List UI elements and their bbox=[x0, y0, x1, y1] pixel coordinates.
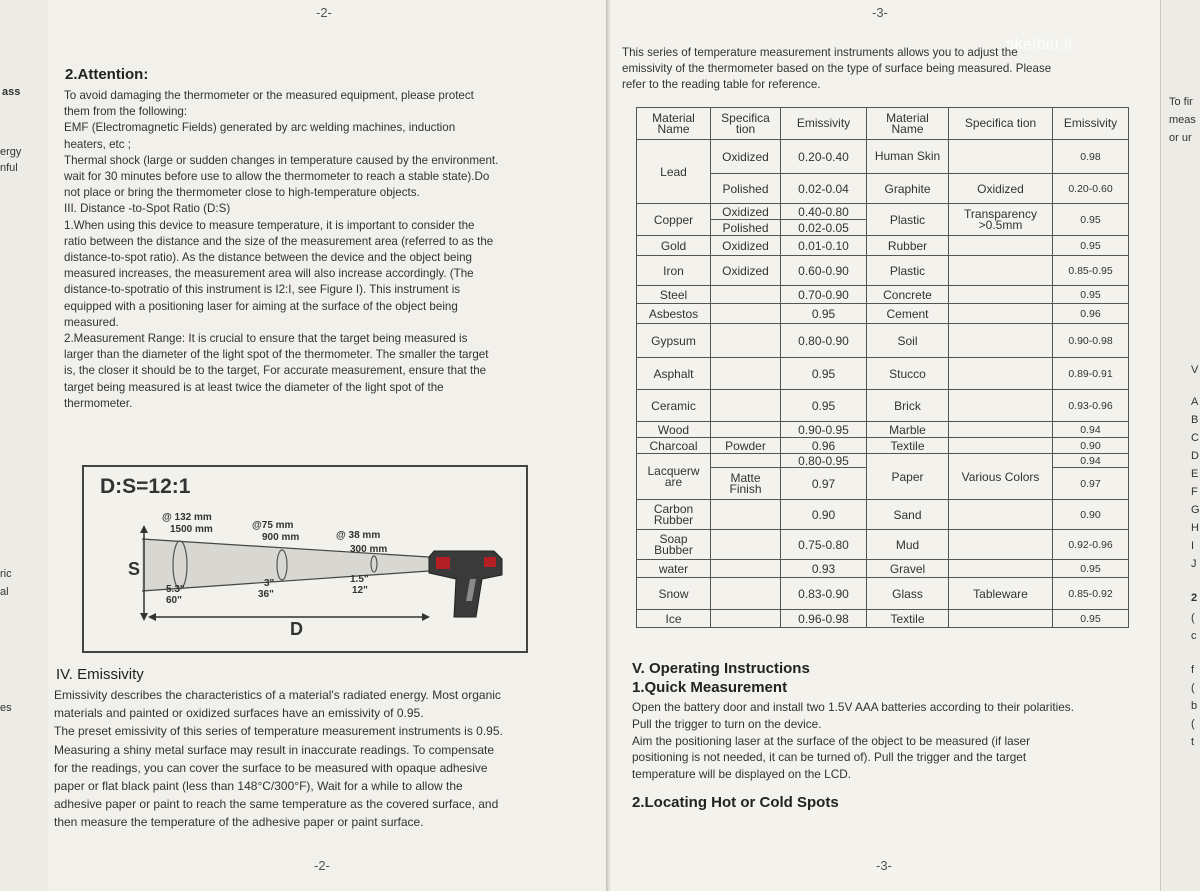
table-cell: Textile bbox=[867, 438, 949, 454]
text-line: Pull the trigger to turn on the device. bbox=[632, 716, 822, 731]
edge-word: al bbox=[0, 586, 9, 598]
table-cell: 0.98 bbox=[1053, 140, 1129, 174]
table-cell: Paper bbox=[867, 454, 949, 500]
ds-diagram bbox=[84, 467, 526, 651]
text-line: equipped with a positioning laser for aiming at the surface of the object being bbox=[64, 299, 458, 313]
table-cell: Polished bbox=[711, 174, 781, 204]
edge-word: 2 bbox=[1191, 592, 1198, 604]
table-cell: Various Colors bbox=[949, 454, 1053, 500]
table-cell: 0.97 bbox=[1053, 468, 1129, 500]
text-line: them from the following: bbox=[64, 105, 188, 119]
edge-word: D bbox=[1191, 450, 1199, 462]
table-cell bbox=[949, 422, 1053, 438]
edge-word: or ur bbox=[1169, 132, 1192, 144]
text-line: This series of temperature measurement instruments allows you to adjust the bbox=[622, 46, 1018, 59]
table-cell: Transparency >0.5mm bbox=[949, 204, 1053, 236]
table-cell: 0.80-0.90 bbox=[781, 324, 867, 358]
table-row bbox=[637, 530, 1129, 560]
table-cell bbox=[949, 256, 1053, 286]
watermark: skelbiu.lt bbox=[1006, 36, 1074, 53]
table-cell bbox=[949, 390, 1053, 422]
page-number-bottom: -2- bbox=[314, 858, 330, 873]
table-cell: Ceramic bbox=[637, 390, 711, 422]
right-page-edge bbox=[1160, 0, 1200, 891]
text-line: Emissivity describes the characteristics of a material's radiated energy. Most organic bbox=[54, 688, 501, 702]
table-row bbox=[637, 324, 1129, 358]
text-line: paper or flat black paint (less than 148°C/300°F), Wait for a while to allow the bbox=[54, 779, 463, 794]
table-cell: Matte Finish bbox=[711, 468, 781, 500]
edge-word: ergy bbox=[0, 146, 22, 158]
table-cell bbox=[711, 530, 781, 560]
text-line: III. Distance -to-Spot Ratio (D:S) bbox=[64, 202, 231, 216]
table-cell bbox=[711, 610, 781, 628]
table-cell: Stucco bbox=[867, 358, 949, 390]
page-number-top: -3- bbox=[872, 5, 888, 20]
table-cell: 0.95 bbox=[1053, 204, 1129, 236]
table-cell: 0.95 bbox=[781, 304, 867, 324]
text-line: EMF (Electromagnetic Fields) generated by arc welding machines, induction bbox=[64, 121, 456, 135]
table-cell bbox=[949, 560, 1053, 578]
spot3-size: @ 38 mm bbox=[336, 530, 381, 541]
table-cell: Carbon Rubber bbox=[637, 500, 711, 530]
edge-word: J bbox=[1191, 558, 1197, 570]
table-row bbox=[637, 286, 1129, 304]
table-cell: Oxidized bbox=[711, 256, 781, 286]
table-cell: 0.02-0.05 bbox=[781, 220, 867, 236]
table-cell: Iron bbox=[637, 256, 711, 286]
table-cell bbox=[711, 500, 781, 530]
text-line: heaters, etc ; bbox=[64, 137, 132, 151]
table-cell: Soap Bubber bbox=[637, 530, 711, 560]
table-cell: water bbox=[637, 560, 711, 578]
table-cell bbox=[949, 286, 1053, 304]
table-cell bbox=[949, 236, 1053, 256]
table-cell bbox=[711, 454, 781, 468]
spot1-distance: 1500 mm bbox=[170, 524, 213, 535]
attention-title: 2.Attention: bbox=[65, 66, 149, 83]
intro-text bbox=[622, 45, 1132, 93]
table-cell: Plastic bbox=[867, 256, 949, 286]
table-cell: 0.96-0.98 bbox=[781, 610, 867, 628]
edge-word: ( bbox=[1191, 718, 1195, 730]
table-cell: 0.20-0.60 bbox=[1053, 174, 1129, 204]
edge-word: ric bbox=[0, 568, 12, 580]
spot1-size: @ 132 mm bbox=[162, 512, 212, 523]
edge-word: ( bbox=[1191, 682, 1195, 694]
edge-word: ass bbox=[2, 86, 21, 98]
table-cell: Charcoal bbox=[637, 438, 711, 454]
table-cell: 0.94 bbox=[1053, 454, 1129, 468]
table-cell bbox=[949, 438, 1053, 454]
table-cell: 0.93-0.96 bbox=[1053, 390, 1129, 422]
table-cell: 0.96 bbox=[1053, 304, 1129, 324]
edge-word: B bbox=[1191, 414, 1199, 426]
table-cell: Polished bbox=[711, 220, 781, 236]
table-cell: 0.02-0.04 bbox=[781, 174, 867, 204]
table-cell: 0.95 bbox=[1053, 286, 1129, 304]
table-cell: 0.90-0.95 bbox=[781, 422, 867, 438]
edge-word: H bbox=[1191, 522, 1199, 534]
edge-word: A bbox=[1191, 396, 1199, 408]
table-cell: 0.40-0.80 bbox=[781, 204, 867, 220]
table-cell: Textile bbox=[867, 610, 949, 628]
table-cell: 0.83-0.90 bbox=[781, 578, 867, 610]
emissivity-body bbox=[54, 686, 599, 832]
table-cell: Gravel bbox=[867, 560, 949, 578]
table-cell: 0.90-0.98 bbox=[1053, 324, 1129, 358]
text-line: emissivity of the thermometer based on the type of surface being measured. Please bbox=[622, 62, 1052, 75]
table-cell: 0.93 bbox=[781, 560, 867, 578]
table-row bbox=[637, 236, 1129, 256]
table-cell: 0.80-0.95 bbox=[781, 454, 867, 468]
text-line: is, the closer it should be to the target, For accurate measurement, ensure that the bbox=[64, 364, 487, 378]
table-cell: Human Skin bbox=[867, 140, 949, 174]
table-row bbox=[637, 438, 1129, 454]
table-cell: Asphalt bbox=[637, 358, 711, 390]
table-row bbox=[637, 578, 1129, 610]
table-cell bbox=[711, 324, 781, 358]
table-cell: Tableware bbox=[949, 578, 1053, 610]
table-header: Specifica tion bbox=[949, 108, 1053, 140]
ds-ratio-figure bbox=[82, 465, 528, 653]
text-line: temperature will be displayed on the LCD. bbox=[632, 767, 852, 782]
page-number-top: -2- bbox=[316, 5, 332, 20]
edge-word: c bbox=[1191, 630, 1197, 642]
page-number-bottom: -3- bbox=[876, 858, 892, 873]
spot2-inches: 3" bbox=[264, 578, 275, 589]
table-row bbox=[637, 390, 1129, 422]
quick-measurement-title: 1.Quick Measurement bbox=[632, 679, 788, 696]
edge-word: C bbox=[1191, 432, 1199, 444]
spot3-distance: 300 mm bbox=[350, 544, 388, 555]
s-axis-label: S bbox=[128, 559, 141, 579]
table-cell: Copper bbox=[637, 204, 711, 236]
hot-cold-spots-title: 2.Locating Hot or Cold Spots bbox=[632, 794, 839, 811]
edge-word: t bbox=[1191, 736, 1195, 748]
table-cell: Snow bbox=[637, 578, 711, 610]
table-cell bbox=[949, 530, 1053, 560]
table-cell: 0.94 bbox=[1053, 422, 1129, 438]
table-cell: 0.95 bbox=[1053, 236, 1129, 256]
edge-word: ( bbox=[1191, 612, 1195, 624]
s-arrow-head-top bbox=[140, 525, 148, 533]
text-line: larger than the diameter of the light spot of the thermometer. The smaller the target bbox=[64, 348, 489, 362]
spot2-inches-distance: 36" bbox=[258, 589, 274, 600]
emissivity-table bbox=[636, 107, 1129, 628]
table-cell: Plastic bbox=[867, 204, 949, 236]
table-cell: Glass bbox=[867, 578, 949, 610]
table-cell: Oxidized bbox=[711, 204, 781, 220]
table-cell: Ice bbox=[637, 610, 711, 628]
table-cell bbox=[711, 578, 781, 610]
text-line: then measure the temperature of the adhesive paper or paint surface. bbox=[54, 815, 424, 830]
table-row bbox=[637, 256, 1129, 286]
table-cell bbox=[711, 358, 781, 390]
text-line: 1.When using this device to measure temperature, it is important to consider the bbox=[64, 218, 475, 232]
table-cell: 0.92-0.96 bbox=[1053, 530, 1129, 560]
text-line: positioning is not needed, it can be turned of). Pull the trigger and the target bbox=[632, 750, 1027, 765]
table-cell: Steel bbox=[637, 286, 711, 304]
text-line: measured increases, the measurement area will also increase accordingly. (The bbox=[64, 267, 474, 281]
text-line: distance-to-spot ratio). As the distance between the device and the object being bbox=[64, 251, 472, 265]
table-cell: 0.95 bbox=[781, 390, 867, 422]
table-cell bbox=[949, 358, 1053, 390]
text-line: materials and painted or oxidized surfaces have an emissivity of 0.95. bbox=[54, 706, 424, 721]
s-arrow-head-bottom bbox=[140, 613, 148, 621]
spot2-distance: 900 mm bbox=[262, 532, 300, 543]
table-cell: 0.95 bbox=[1053, 610, 1129, 628]
table-cell: Concrete bbox=[867, 286, 949, 304]
table-cell: Wood bbox=[637, 422, 711, 438]
table-cell: Gypsum bbox=[637, 324, 711, 358]
table-cell: Gold bbox=[637, 236, 711, 256]
left-page-edge bbox=[0, 0, 49, 891]
table-cell: Oxidized bbox=[711, 140, 781, 174]
table-cell bbox=[711, 390, 781, 422]
text-line: To avoid damaging the thermometer or the measured equipment, please protect bbox=[64, 89, 474, 102]
table-cell: Oxidized bbox=[949, 174, 1053, 204]
edge-word: G bbox=[1191, 504, 1200, 516]
table-header: Emissivity bbox=[1053, 108, 1129, 140]
spot1-inches: 5.3" bbox=[166, 584, 185, 595]
table-row bbox=[637, 560, 1129, 578]
table-header: Material Name bbox=[637, 108, 711, 140]
text-line: thermometer. bbox=[64, 396, 133, 410]
table-row bbox=[637, 454, 1129, 468]
figure-title: D:S=12:1 bbox=[100, 475, 191, 498]
table-cell bbox=[949, 304, 1053, 324]
edge-word: I bbox=[1191, 540, 1195, 552]
table-header-row bbox=[637, 108, 1129, 140]
table-cell: Marble bbox=[867, 422, 949, 438]
table-cell: Mud bbox=[867, 530, 949, 560]
table-cell: 0.01-0.10 bbox=[781, 236, 867, 256]
table-cell: 0.90 bbox=[1053, 500, 1129, 530]
text-line: target being measured is at least twice the diameter of the light spot of the bbox=[64, 380, 444, 394]
table-header: Emissivity bbox=[781, 108, 867, 140]
table-cell: Cement bbox=[867, 304, 949, 324]
spot3-inches-distance: 12" bbox=[352, 585, 368, 596]
text-line: Measuring a shiny metal surface may result in inaccurate readings. To compensate bbox=[54, 742, 494, 757]
table-cell: Asbestos bbox=[637, 304, 711, 324]
table-cell: 0.90 bbox=[781, 500, 867, 530]
text-line: Aim the positioning laser at the surface of the object to be measured (if laser bbox=[632, 733, 1031, 748]
table-cell: Powder bbox=[711, 438, 781, 454]
emissivity-title: IV. Emissivity bbox=[56, 666, 144, 683]
text-line: wait for 30 minutes before use to allow the thermometer to reach a stable state).Do bbox=[64, 170, 490, 184]
table-cell bbox=[711, 286, 781, 304]
table-cell: 0.95 bbox=[1053, 560, 1129, 578]
table-cell: 0.89-0.91 bbox=[1053, 358, 1129, 390]
table-cell bbox=[711, 422, 781, 438]
table-row bbox=[637, 174, 1129, 204]
table-cell: 0.85-0.92 bbox=[1053, 578, 1129, 610]
table-cell: 0.85-0.95 bbox=[1053, 256, 1129, 286]
text-line: not place or bring the thermometer close to high-temperature objects. bbox=[64, 186, 420, 200]
table-cell: Graphite bbox=[867, 174, 949, 204]
table-cell bbox=[711, 560, 781, 578]
table-cell: 0.95 bbox=[781, 358, 867, 390]
table-cell bbox=[711, 304, 781, 324]
table-header: Material Name bbox=[867, 108, 949, 140]
table-row bbox=[637, 358, 1129, 390]
table-row bbox=[637, 204, 1129, 220]
d-axis-label: D bbox=[290, 619, 303, 639]
d-arrow-head-right bbox=[422, 613, 430, 621]
quick-measurement-body bbox=[632, 699, 1157, 783]
table-cell: 0.70-0.90 bbox=[781, 286, 867, 304]
text-line: for the readings, you can cover the surface to be measured with opaque adhesive bbox=[54, 760, 488, 775]
table-row bbox=[637, 500, 1129, 530]
text-line: refer to the reading table for reference. bbox=[622, 78, 821, 91]
table-cell: Soil bbox=[867, 324, 949, 358]
text-line: measured. bbox=[64, 315, 119, 329]
attention-body bbox=[64, 88, 604, 412]
edge-word: F bbox=[1191, 486, 1198, 498]
table-cell: 0.60-0.90 bbox=[781, 256, 867, 286]
edge-word: E bbox=[1191, 468, 1199, 480]
d-arrow-head-left bbox=[148, 613, 156, 621]
table-row bbox=[637, 304, 1129, 324]
edge-word: es bbox=[0, 702, 12, 714]
spot1-inches-distance: 60" bbox=[166, 595, 182, 606]
operating-instructions-title: V. Operating Instructions bbox=[632, 660, 810, 677]
table-cell: Lead bbox=[637, 140, 711, 204]
table-cell: Sand bbox=[867, 500, 949, 530]
edge-word: b bbox=[1191, 700, 1198, 712]
edge-word: V bbox=[1191, 364, 1199, 376]
text-line: adhesive paper or paint to reach the same temperature as the covered surface, and bbox=[54, 797, 499, 812]
table-cell: 0.75-0.80 bbox=[781, 530, 867, 560]
table-cell bbox=[949, 610, 1053, 628]
table-cell: Rubber bbox=[867, 236, 949, 256]
table-cell: Lacquerw are bbox=[637, 454, 711, 500]
table-cell: Brick bbox=[867, 390, 949, 422]
table-row bbox=[637, 422, 1129, 438]
text-line: The preset emissivity of this series of temperature measurement instruments is 0.95. bbox=[54, 724, 503, 739]
table-cell: 0.20-0.40 bbox=[781, 140, 867, 174]
thermometer-gun-icon bbox=[429, 551, 502, 617]
table-cell bbox=[949, 140, 1053, 174]
table-cell: 0.90 bbox=[1053, 438, 1129, 454]
edge-word: To fir bbox=[1169, 96, 1193, 108]
edge-word: meas bbox=[1169, 114, 1196, 126]
text-line: Open the battery door and install two 1.5V AAA batteries according to their polarities. bbox=[632, 700, 1074, 714]
text-line: distance-to-spotratio of this instrument is I2:I, see Figure I). This instrument is bbox=[64, 283, 461, 297]
spot3-inches: 1.5" bbox=[350, 574, 369, 585]
table-cell bbox=[949, 500, 1053, 530]
table-row bbox=[637, 610, 1129, 628]
table-row bbox=[637, 140, 1129, 174]
table-header: Specifica tion bbox=[711, 108, 781, 140]
edge-word: nful bbox=[0, 162, 18, 174]
spot2-size: @75 mm bbox=[252, 520, 294, 531]
text-line: Thermal shock (large or sudden changes in temperature caused by the environment. bbox=[64, 153, 499, 167]
table-cell: 0.96 bbox=[781, 438, 867, 454]
edge-word: f bbox=[1191, 664, 1195, 676]
table-cell bbox=[949, 324, 1053, 358]
text-line: ratio between the distance and the size of the measurement area (referred to as the bbox=[64, 234, 494, 248]
table-cell: Oxidized bbox=[711, 236, 781, 256]
text-line: 2.Measurement Range: It is crucial to ensure that the target being measured is bbox=[64, 332, 468, 346]
table-cell: 0.97 bbox=[781, 468, 867, 500]
